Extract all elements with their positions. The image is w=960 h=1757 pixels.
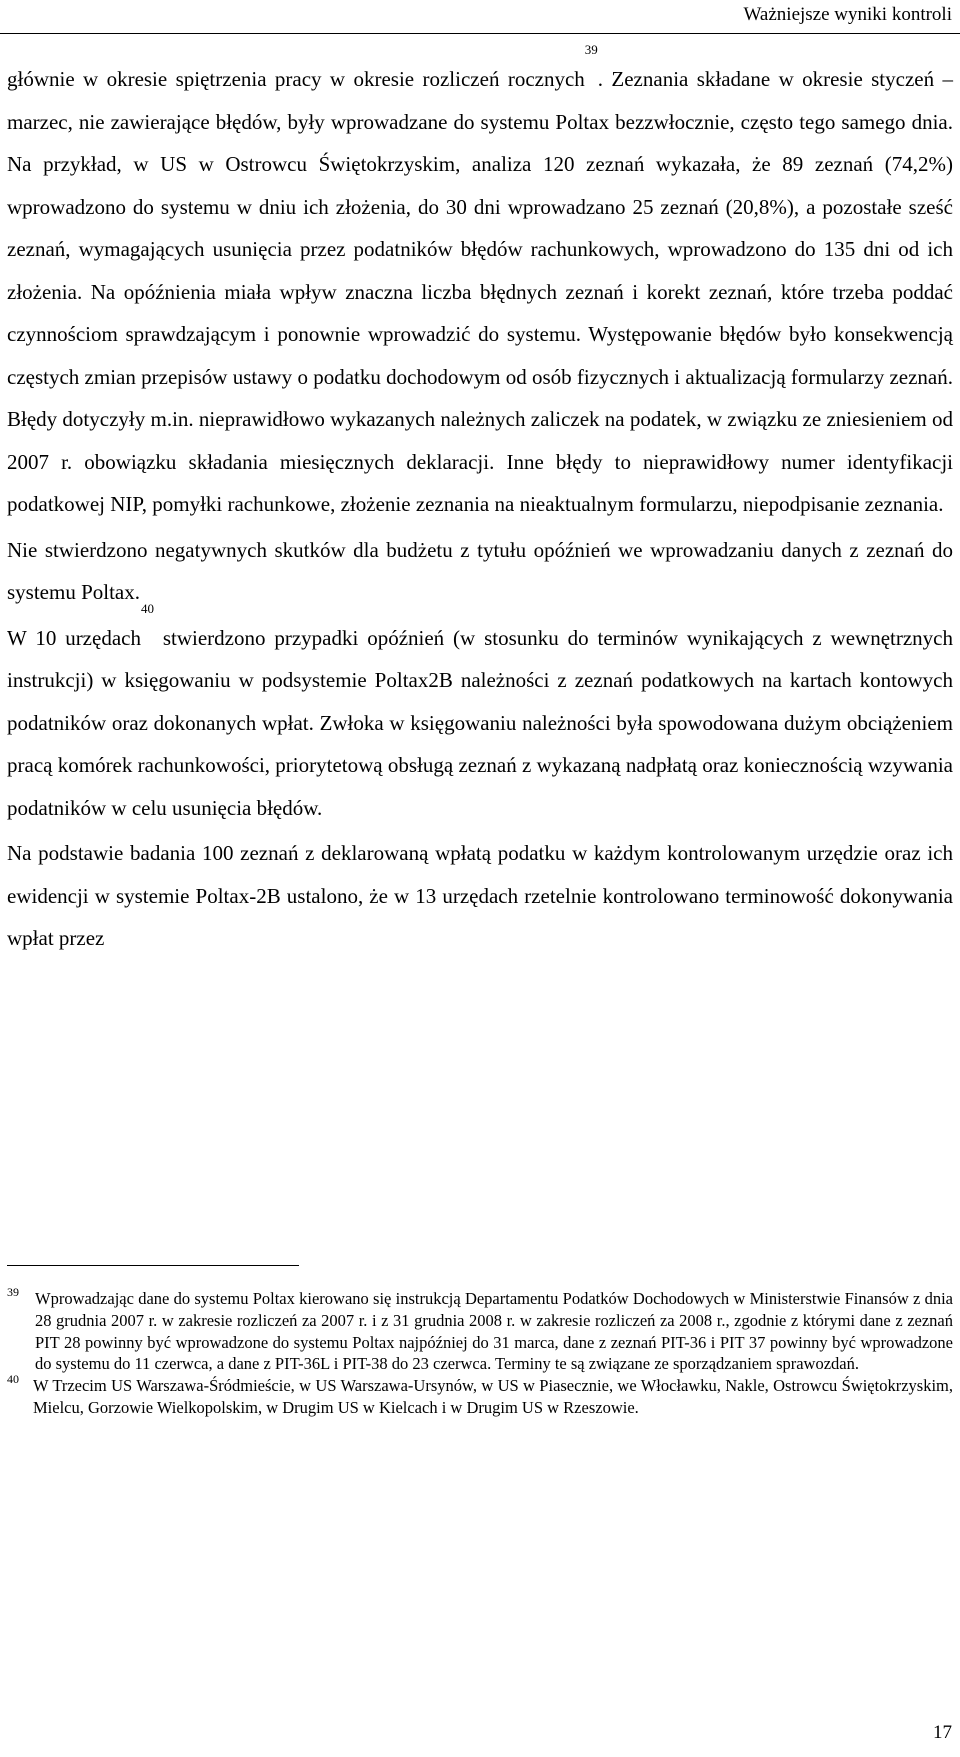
paragraph-3-text-a: W 10 urzędach bbox=[7, 625, 141, 650]
paragraph-3 bbox=[7, 600, 953, 830]
running-title: Ważniejsze wyniki kontroli bbox=[743, 4, 952, 25]
running-header bbox=[0, 0, 960, 34]
paragraph-4: Na podstawie badania 100 zeznań z deklarowaną wpłatą podatku w każdym kontrolowanym urzędzie oraz ich ewidencji w systemie Poltax-2B ustalono, że w 13 urzędach rzetelnie kontrolowano terminowość dokonywania wpłat przez bbox=[7, 841, 953, 950]
footnote-separator bbox=[7, 1265, 299, 1266]
footnote-ref-40[interactable]: 40 bbox=[140, 600, 154, 616]
footnote-number: 40 bbox=[7, 1372, 19, 1387]
paragraph-3-text-b: stwierdzono przypadki opóźnień (w stosunku do terminów wynikających z wewnętrznych instrukcji) w księgowaniu w podsystemie Poltax2B należności z zeznań podatkowych na kartach kontowych podatników oraz dokonanych wpłat. Zwłoka w księgowaniu należności była spowodowana dużym obciążeniem pracą komórek rachunkowości, priorytetową obsługą zeznań z wykazaną nadpłatą oraz koniecznością wzywania podatników w celu usunięcia błędów. bbox=[7, 625, 953, 820]
paragraph-1 bbox=[7, 42, 953, 526]
footnote-ref-39[interactable]: 39 bbox=[584, 42, 598, 57]
footnotes bbox=[7, 1285, 953, 1419]
footnote-39 bbox=[7, 1285, 953, 1375]
paragraph-2: Nie stwierdzono negatywnych skutków dla budżetu z tytułu opóźnień we wprowadzaniu danych z zeznań do systemu Poltax. bbox=[7, 537, 953, 604]
main-text bbox=[7, 42, 953, 960]
paragraph-1-text-b: . Zeznania składane w okresie styczeń – marzec, nie zawierające błędów, były wprowadzane do systemu Poltax bezzwłocznie, często tego samego dnia. Na przykład, w US w Ostrowcu Świętokrzyskim, analiza 120 zeznań wykazała, że 89 zeznań (74,2%) wprowadzono do systemu w dniu ich złożenia, do 30 dni wprowadzano 25 zeznań (20,8%), a pozostałe sześć zeznań, wymagających usunięcia przez podatników błędów rachunkowych, wprowadzono do 135 dni od ich złożenia. Na opóźnienia miała wpływ znaczna liczba błędnych zeznań i korekt zeznań, które trzeba poddać czynnościom sprawdzającym i ponownie wprowadzić do systemu. Występowanie błędów było konsekwencją częstych zmian przepisów ustawy o podatku dochodowym od osób fizycznych i aktualizacją formularzy zeznań. Błędy dotyczyły m.in. nieprawidłowo wykazanych należnych zaliczek na podatek, w związku ze zniesieniem od 2007 r. obowiązku składania miesięcznych deklaracji. Inne błędy to nieprawidłowy numer identyfikacji podatkowej NIP, pomyłki rachunkowe, złożenie zeznania na nieaktualnym formularzu, niepodpisanie zeznania. bbox=[7, 67, 953, 516]
footnote-number: 39 bbox=[7, 1285, 19, 1299]
footnote-40 bbox=[7, 1372, 953, 1419]
page-number: 17 bbox=[933, 1722, 952, 1743]
footnote-text: Wprowadzając dane do systemu Poltax kierowano się instrukcją Departamentu Podatków Dochodowych w Ministerstwie Finansów z dnia 28 grudnia 2007 r. w zakresie rozliczeń za 2007 r. i z 31 grudnia 2008 r. w zakresie rozliczeń za 2008 r., zgodnie z którymi dane z zeznań PIT 28 powinny być wprowadzone do systemu Poltax najpóźniej do 31 marca, dane z zeznań PIT-36 i PIT 37 powinny być wprowadzone do systemu do 11 czerwca, a dane z PIT-36L i PIT-38 do 23 czerwca. Terminy te są związane ze sporządzaniem sprawozdań. bbox=[35, 1289, 953, 1374]
paragraph-1-text-a: głównie w okresie spiętrzenia pracy w okresie rozliczeń rocznych bbox=[7, 67, 585, 91]
footnote-text: W Trzecim US Warszawa-Śródmieście, w US Warszawa-Ursynów, w US w Piasecznie, we Włocławku, Nakle, Ostrowcu Świętokrzyskim, Mielcu, Gorzowie Wielkopolskim, w Drugim US w Kielcach i w Drugim US w Rzeszowie. bbox=[33, 1376, 953, 1417]
